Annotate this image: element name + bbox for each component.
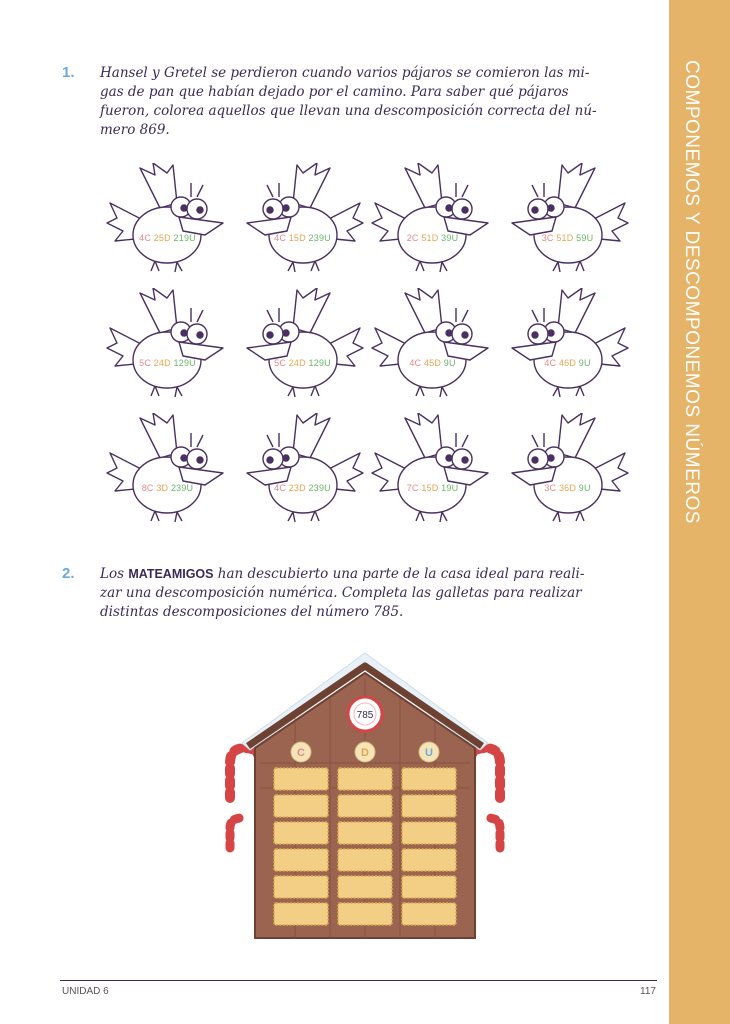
bird-hundreds: 5C	[139, 358, 152, 368]
bird-units: 9U	[578, 483, 591, 493]
mateamigos-keyword: MATEAMIGOS	[128, 567, 214, 581]
exercise-2	[62, 565, 657, 625]
bird-icon	[505, 163, 630, 273]
exercise-1-line: Hansel y Gretel se perdieron cuando varios pájaros se comieron las mi-	[100, 65, 590, 81]
bird-hundreds: 3C	[541, 233, 554, 243]
bird-decomposition-label	[125, 483, 210, 493]
exercise-2-line: Los MATEAMIGOS han descubierto una parte de la casa ideal para reali-	[100, 566, 585, 582]
bird-units: 19U	[441, 483, 459, 493]
bird-tens: 51D	[421, 233, 439, 243]
bird-icon	[370, 413, 495, 523]
footer-unit: UNIDAD 6	[62, 986, 109, 997]
bird-icon	[505, 413, 630, 523]
bird-card[interactable]	[105, 413, 230, 523]
cookie-answer-box[interactable]	[402, 849, 456, 871]
bird-hundreds: 2C	[406, 233, 419, 243]
bird-icon	[105, 163, 230, 273]
cookie-answer-box[interactable]	[402, 768, 456, 790]
cookie-answer-box[interactable]	[338, 849, 392, 871]
cookie-answer-box[interactable]	[338, 768, 392, 790]
column-u-label: U	[425, 747, 433, 759]
bird-tens: 24D	[153, 358, 171, 368]
bird-tens: 51D	[556, 233, 574, 243]
column-d-label: D	[361, 747, 369, 759]
bird-card[interactable]	[105, 163, 230, 273]
bird-card[interactable]	[370, 163, 495, 273]
bird-hundreds: 8C	[141, 483, 154, 493]
cookie-answer-box[interactable]	[338, 822, 392, 844]
bird-hundreds: 4C	[274, 233, 287, 243]
bird-card[interactable]	[505, 413, 630, 523]
bird-hundreds: 4C	[139, 233, 152, 243]
bird-units: 39U	[441, 233, 459, 243]
bird-decomposition-label	[125, 358, 210, 368]
bird-card[interactable]	[370, 413, 495, 523]
bird-tens: 3D	[156, 483, 169, 493]
bird-icon	[370, 288, 495, 398]
gingerbread-house	[200, 648, 530, 948]
exercise-2-number: 2.	[62, 565, 75, 582]
bird-hundreds: 4C	[544, 358, 557, 368]
bird-card[interactable]	[240, 163, 365, 273]
bird-units: 9U	[443, 358, 456, 368]
bird-decomposition-label	[260, 358, 345, 368]
exercise-1-text	[100, 64, 655, 140]
cookie-answer-box[interactable]	[338, 903, 392, 925]
footer-page-number: 117	[640, 986, 656, 997]
bird-units: 9U	[578, 358, 591, 368]
exercise-1-line: gas de pan que habían dejado por el camino. Para saber qué pájaros	[100, 84, 569, 100]
bird-decomposition-label	[390, 483, 475, 493]
exercise-1	[62, 64, 657, 144]
bird-icon	[105, 288, 230, 398]
bird-tens: 25D	[153, 233, 171, 243]
bird-hundreds: 4C	[274, 483, 287, 493]
bird-units: 239U	[170, 483, 194, 493]
bird-tens: 45D	[423, 358, 442, 368]
bird-decomposition-label	[125, 233, 210, 243]
cookie-answer-box[interactable]	[402, 876, 456, 898]
cookie-answer-box[interactable]	[274, 849, 328, 871]
bird-hundreds: 5C	[274, 358, 287, 368]
cookie-answer-box[interactable]	[274, 795, 328, 817]
bird-hundreds: 4C	[409, 358, 422, 368]
bird-decomposition-label	[525, 233, 610, 243]
bird-units: 239U	[308, 233, 331, 243]
footer-divider	[60, 980, 657, 981]
bird-units: 219U	[173, 233, 196, 243]
bird-decomposition-label	[390, 358, 475, 368]
cookie-answer-box[interactable]	[402, 903, 456, 925]
exercise-2-line: zar una descomposición numérica. Completa las galletas para realizar	[100, 585, 582, 601]
bird-tens: 15D	[421, 483, 439, 493]
exercise-1-line: fueron, colorea aquellos que llevan una descomposición correcta del nú-	[100, 103, 597, 119]
bird-decomposition-label	[390, 233, 475, 243]
bird-decomposition-label	[260, 233, 345, 243]
bird-card[interactable]	[505, 163, 630, 273]
bird-decomposition-label	[260, 483, 345, 493]
birds-grid	[100, 163, 630, 533]
bird-units: 129U	[308, 358, 331, 368]
bird-card[interactable]	[105, 288, 230, 398]
bird-icon	[370, 163, 495, 273]
bird-tens: 15D	[288, 233, 306, 243]
cookie-answer-box[interactable]	[338, 795, 392, 817]
exercise-1-number: 1.	[62, 64, 75, 81]
cookie-answer-box[interactable]	[274, 876, 328, 898]
bird-icon	[240, 288, 365, 398]
bird-icon	[240, 413, 365, 523]
column-c-label: C	[297, 747, 305, 759]
bird-card[interactable]	[240, 288, 365, 398]
exercise-2-text	[100, 565, 655, 622]
bird-icon	[105, 413, 230, 523]
cookie-answer-box[interactable]	[402, 795, 456, 817]
bird-units: 129U	[173, 358, 196, 368]
cookie-answer-box[interactable]	[402, 822, 456, 844]
house-number: 785	[356, 710, 374, 721]
exercise-2-line: distintas descomposiciones del número 785.	[100, 604, 404, 620]
bird-decomposition-label	[525, 483, 610, 493]
bird-card[interactable]	[240, 413, 365, 523]
bird-icon	[240, 163, 365, 273]
bird-tens: 46D	[558, 358, 577, 368]
exercise-1-line: mero 869.	[100, 122, 170, 138]
bird-icon	[505, 288, 630, 398]
bird-units: 239U	[308, 483, 331, 493]
bird-tens: 36D	[558, 483, 577, 493]
bird-hundreds: 7C	[406, 483, 419, 493]
bird-hundreds: 3C	[544, 483, 557, 493]
gingerbread-house-illustration	[200, 648, 530, 948]
bird-decomposition-label	[525, 358, 610, 368]
bird-units: 59U	[576, 233, 594, 243]
cookie-answer-box[interactable]	[274, 822, 328, 844]
bird-tens: 24D	[288, 358, 306, 368]
bird-card[interactable]	[370, 288, 495, 398]
bird-card[interactable]	[505, 288, 630, 398]
bird-tens: 23D	[288, 483, 306, 493]
cookie-answer-box[interactable]	[338, 876, 392, 898]
cookie-answer-box[interactable]	[274, 768, 328, 790]
cookie-answer-box[interactable]	[274, 903, 328, 925]
